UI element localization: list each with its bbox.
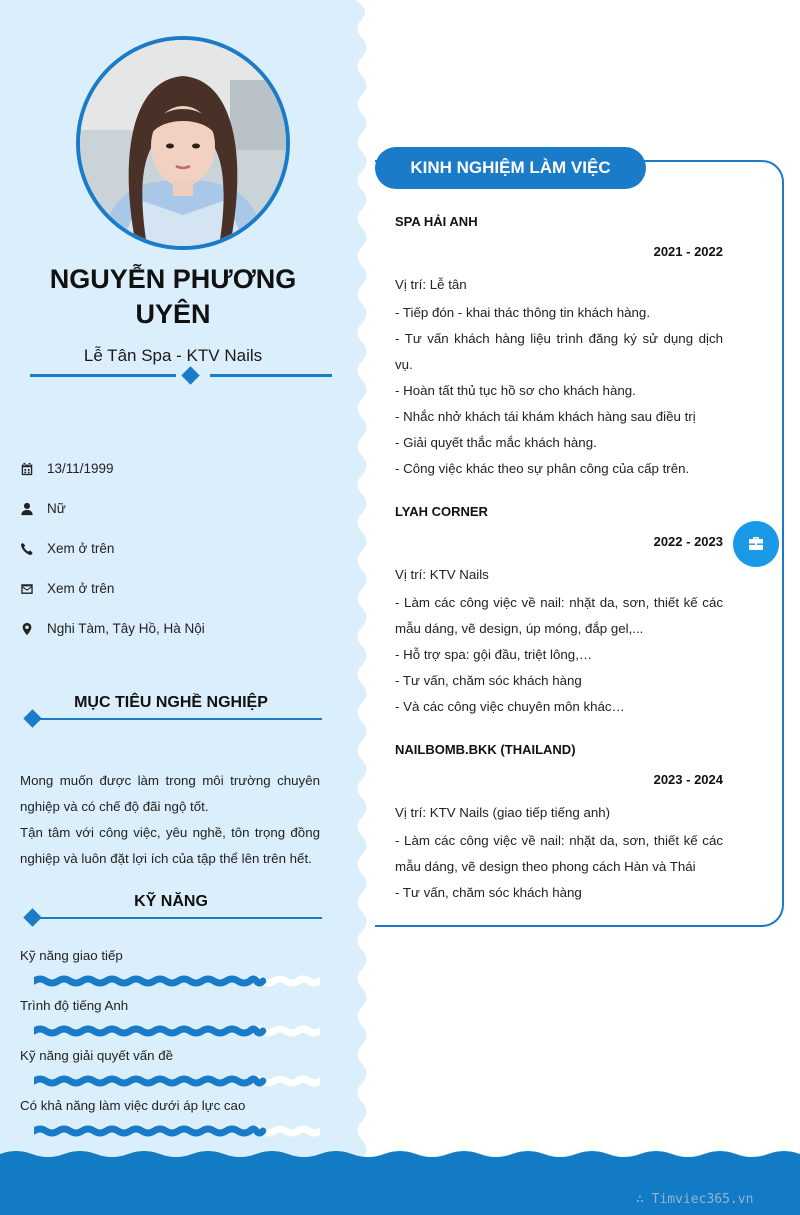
job-period: 2022 - 2023 — [653, 534, 723, 549]
contact-email — [20, 581, 340, 621]
skill-level-bar — [34, 1124, 320, 1138]
user-icon — [20, 501, 47, 517]
briefcase-icon — [733, 521, 779, 567]
job-entry — [395, 502, 723, 720]
job-duty: - Nhắc nhở khách tái khám khách hàng sau điều trị — [395, 409, 696, 424]
contact-list — [20, 461, 340, 661]
skill-level-bar — [34, 1074, 320, 1088]
job-company: LYAH CORNER — [395, 504, 488, 519]
job-position: Vị trí: KTV Nails (giao tiếp tiếng anh) — [395, 805, 611, 820]
job-period: 2021 - 2022 — [653, 244, 723, 259]
skill-item — [20, 1046, 320, 1096]
job-duty: - Và các công việc chuyên môn khác… — [395, 699, 625, 714]
skill-name: Trình độ tiếng Anh — [20, 998, 129, 1013]
skill-level-fill — [34, 979, 263, 983]
skill-name: Có khả năng làm việc dưới áp lực cao — [20, 1098, 246, 1113]
phone-icon — [20, 541, 47, 557]
objective-paragraph: Tận tâm với công việc, yêu nghề, tôn trọng đồng nghiệp và luôn đặt lợi ích của tập thể lên trên hết. — [20, 825, 320, 866]
skill-level-fill — [34, 1129, 263, 1133]
objective-text — [20, 768, 320, 872]
contact-value: Nữ — [47, 501, 66, 516]
job-entry — [395, 212, 723, 482]
job-company: SPA HẢI ANH — [395, 214, 478, 229]
role-divider — [30, 368, 332, 384]
skills-title: KỸ NĂNG — [134, 893, 208, 910]
job-duty: - Hỗ trợ spa: gội đầu, triệt lông,… — [395, 647, 593, 662]
experience-title: KINH NGHIỆM LÀM VIỆC — [375, 147, 646, 189]
job-company: NAILBOMB.BKK (THAILAND) — [395, 742, 576, 757]
avatar — [76, 36, 290, 250]
skill-name: Kỹ năng giao tiếp — [20, 948, 123, 963]
job-duty: - Hoàn tất thủ tục hồ sơ cho khách hàng. — [395, 383, 636, 398]
objective-paragraph: Mong muốn được làm trong môi trường chuyên nghiệp và có chế độ đãi ngộ tốt. — [20, 773, 320, 814]
job-duty: - Tư vấn, chăm sóc khách hàng — [395, 885, 582, 900]
skill-level-fill — [34, 1079, 263, 1083]
job-position: Vị trí: Lễ tân — [395, 277, 467, 292]
job-period: 2023 - 2024 — [653, 772, 723, 787]
contact-value: Nghi Tàm, Tây Hồ, Hà Nội — [47, 621, 205, 636]
contact-value: Xem ở trên — [47, 581, 115, 596]
envelope-icon — [20, 581, 47, 597]
watermark: ∴ Timviec365.vn — [636, 1192, 754, 1207]
job-duty: - Tư vấn khách hàng liệu trình đăng ký sử dụng dịch vụ. — [395, 331, 723, 372]
avatar-photo — [80, 40, 286, 246]
skill-item — [20, 996, 320, 1046]
job-entry — [395, 740, 723, 906]
contact-value: Xem ở trên — [47, 541, 115, 556]
skill-level-bar — [34, 974, 320, 988]
contact-birthdate — [20, 461, 340, 501]
contact-phone — [20, 541, 340, 581]
job-duty: - Tư vấn, chăm sóc khách hàng — [395, 673, 582, 688]
contact-address — [20, 621, 340, 661]
skill-list — [20, 946, 320, 1146]
skill-level-fill — [34, 1029, 263, 1033]
objective-title: MỤC TIÊU NGHỀ NGHIỆP — [74, 694, 268, 711]
experience-list — [395, 212, 723, 926]
skills-heading — [20, 893, 322, 929]
objective-heading — [20, 694, 322, 730]
skill-item — [20, 946, 320, 996]
contact-gender — [20, 501, 340, 541]
job-position: Vị trí: KTV Nails — [395, 567, 489, 582]
skill-item — [20, 1096, 320, 1146]
candidate-role: Lễ Tân Spa - KTV Nails — [83, 346, 263, 365]
skill-name: Kỹ năng giải quyết vấn đề — [20, 1048, 174, 1063]
contact-value: 13/11/1999 — [47, 461, 114, 476]
candidate-name: NGUYỄN PHƯƠNG UYÊN — [49, 264, 297, 329]
job-duty: - Làm các công việc về nail: nhặt da, sơn, thiết kế các mẫu dáng, vẽ design theo phong cách Hàn và Thái — [395, 833, 723, 874]
skill-level-bar — [34, 1024, 320, 1038]
job-duty: - Giải quyết thắc mắc khách hàng. — [395, 435, 597, 450]
job-duty: - Công việc khác theo sự phân công của cấp trên. — [395, 461, 690, 476]
job-duty: - Tiếp đón - khai thác thông tin khách hàng. — [395, 305, 651, 320]
calendar-icon — [20, 461, 47, 477]
location-pin-icon — [20, 621, 47, 637]
job-duty: - Làm các công việc về nail: nhặt da, sơn, thiết kế các mẫu dáng, vẽ design, úp móng, đắp gel,... — [395, 595, 723, 636]
